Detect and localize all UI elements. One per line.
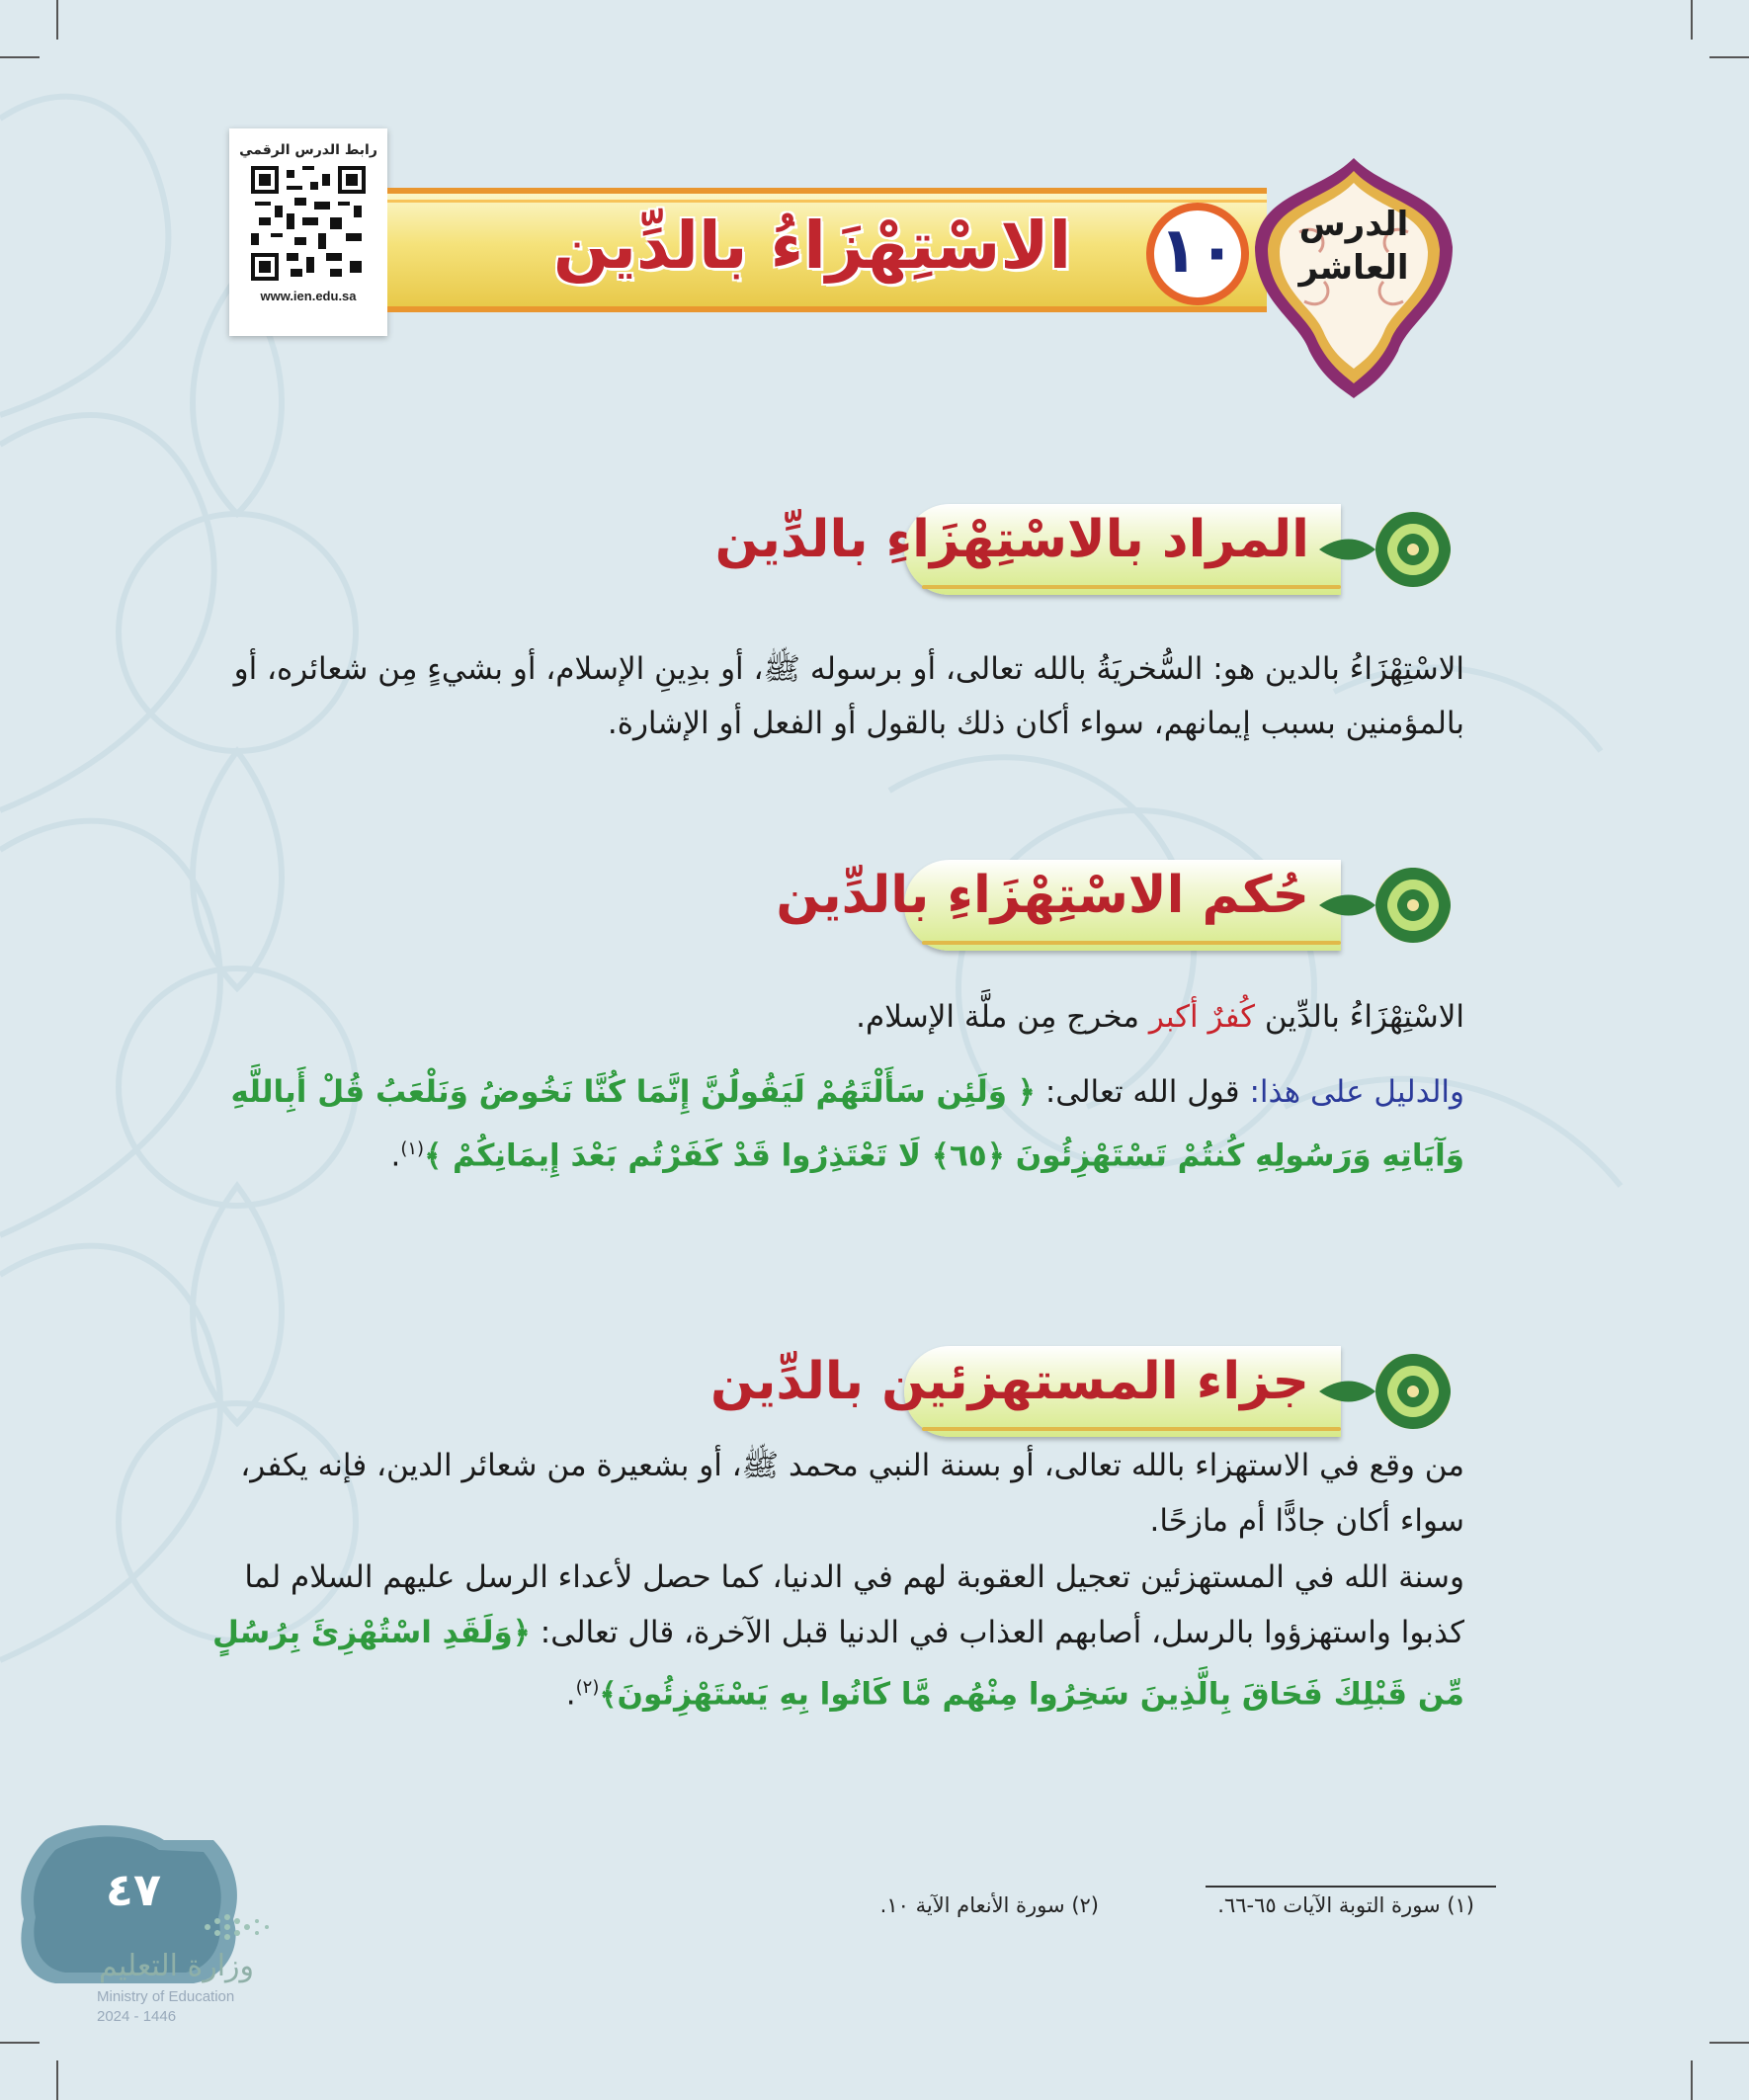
evidence-label: والدليل على هذا: [1249,1074,1464,1110]
section-header-ruling [776,852,1458,959]
footnote-ref: (٢) [575,1677,600,1698]
ministry-year: 2024 - 1446 [97,2008,177,2025]
lesson-number: ١٠ [1146,203,1249,305]
punishment-paragraph-1: من وقع في الاستهزاء بالله تعالى، أو بسنة النبي محمد ﷺ، أو بشعيرة من شعائر الدين، فإنه يكفر، سواء أكان جادًّا أم مازحًا. [240,1448,1464,1539]
qr-label: رابط الدرس الرقمي [239,142,377,158]
qr-code-icon[interactable] [251,166,366,281]
crop-mark [0,2042,40,2044]
crop-mark [56,2060,58,2100]
quran-verse: ﴿وَلَقَدِ اسْتُهْزِئَ بِرُسُلٍ مِّن قَبْلِكَ فَحَاقَ بِالَّذِينَ سَخِرُوا مِنْهُم مَّا كَانُوا بِهِ يَسْتَهْزِئُونَ﴾ [212,1615,1464,1713]
quran-verse: ﴿ وَلَئِن سَأَلْتَهُمْ لَيَقُولُنَّ إِنَّمَا كُنَّا نَخُوضُ وَنَلْعَبُ قُلْ أَبِاللَّهِ وَآيَاتِهِ وَرَسُولِهِ كُنتُمْ تَسْتَهْزِئُونَ ﴿٦٥﴾ لَا تَعْتَذِرُوا قَدْ كَفَرْتُم بَعْدَ إِيمَانِكُمْ ﴾ [230,1074,1464,1174]
lesson-title: الاسْتِهْزَاءُ بالدِّين [552,208,1072,284]
ministry-logo-icon [198,1907,277,1947]
section-title: جزاء المستهزئين بالدِّين [710,1352,1309,1411]
page-number: ٤٧ [105,1863,162,1916]
ministry-name-english: Ministry of Education [97,1988,235,2005]
ministry-name-arabic: وزارة التعليم [99,1949,255,1983]
section-header-punishment [710,1338,1458,1445]
footnote-1: (١) سورة التوبة الآيات ٦٥-٦٦. [1217,1893,1474,1917]
evidence-paragraph: والدليل على هذا: قول الله تعالى: ﴿ وَلَئِن سَأَلْتَهُمْ لَيَقُولُنَّ إِنَّمَا كُنَّا نَخُوضُ وَنَلْعَبُ قُلْ أَبِاللَّهِ وَآيَاتِهِ وَرَسُولِهِ كُنتُمْ تَسْتَهْزِئُونَ ﴿٦٥﴾ لَا تَعْتَذِرُوا قَدْ كَفَرْتُم بَعْدَ إِيمَانِكُمْ ﴾$^{(١)}$. [230,1074,1464,1174]
crop-mark [1691,2060,1693,2100]
evidence-intro: قول الله تعالى: [1044,1074,1240,1110]
crop-mark [56,0,58,40]
flower-ornament-icon [1319,496,1458,603]
lesson-label [1275,203,1433,290]
crop-mark [0,56,40,58]
flower-ornament-icon [1319,1338,1458,1445]
punishment-paragraph-2: وسنة الله في المستهزئين تعجيل العقوبة لهم في الدنيا، كما حصل لأعداء الرسل عليهم السلام لما كذبوا واستهزؤوا بالرسل، أصابهم العذاب في الدنيا قبل الآخرة، قال تعالى: ﴿وَلَقَدِ اسْتُهْزِئَ بِرُسُلٍ مِّن قَبْلِكَ فَحَاقَ بِالَّذِينَ سَخِرُوا مِنْهُم مَّا كَانُوا بِهِ يَسْتَهْزِئُونَ﴾$^{(٢)}$. [212,1559,1464,1713]
flower-ornament-icon [1319,852,1458,959]
lesson-title-banner [387,188,1267,312]
ruling-suffix: مخرج مِن ملَّة الإسلام. [856,999,1139,1035]
section-title: المراد بالاسْتِهْزَاءِ بالدِّين [714,510,1309,569]
crop-mark [1691,0,1693,40]
qr-card[interactable] [229,128,387,336]
crop-mark [1709,2042,1749,2044]
section-header-definition [714,496,1458,603]
ruling-prefix: الاسْتِهْزَاءُ بالدِّين [1264,999,1464,1035]
punishment-text: وسنة الله في المستهزئين تعجيل العقوبة لهم في الدنيا، كما حصل لأعداء الرسل عليهم السلام لما كذبوا واستهزؤوا بالرسل، أصابهم العذاب في الدنيا قبل الآخرة، قال تعالى: [244,1559,1464,1650]
crop-mark [1709,56,1749,58]
ruling-paragraph [209,991,1464,1043]
footnote-ref: (١) [400,1138,425,1159]
footnote-2: (٢) سورة الأنعام الآية ١٠. [879,1893,1099,1917]
lesson-ordinal: العاشر [1298,248,1409,288]
section-title: حُكم الاسْتِهْزَاءِ بالدِّين [776,866,1309,925]
definition-paragraph: الاسْتِهْزَاءُ بالدين هو: السُّخريَةُ بالله تعالى، أو برسوله ﷺ، أو بدِينِ الإسلام، أو بشيءٍ مِن شعائره، أو بالمؤمنين بسبب إيمانهم، سواء أكان ذلك بالقول أو الفعل أو الإشارة. [233,651,1464,741]
qr-url[interactable]: www.ien.edu.sa [260,289,357,303]
ruling-highlight: كُفرٌ أكبر [1148,999,1256,1035]
footnote-rule [1206,1886,1496,1888]
lesson-word: الدرس [1298,205,1409,244]
